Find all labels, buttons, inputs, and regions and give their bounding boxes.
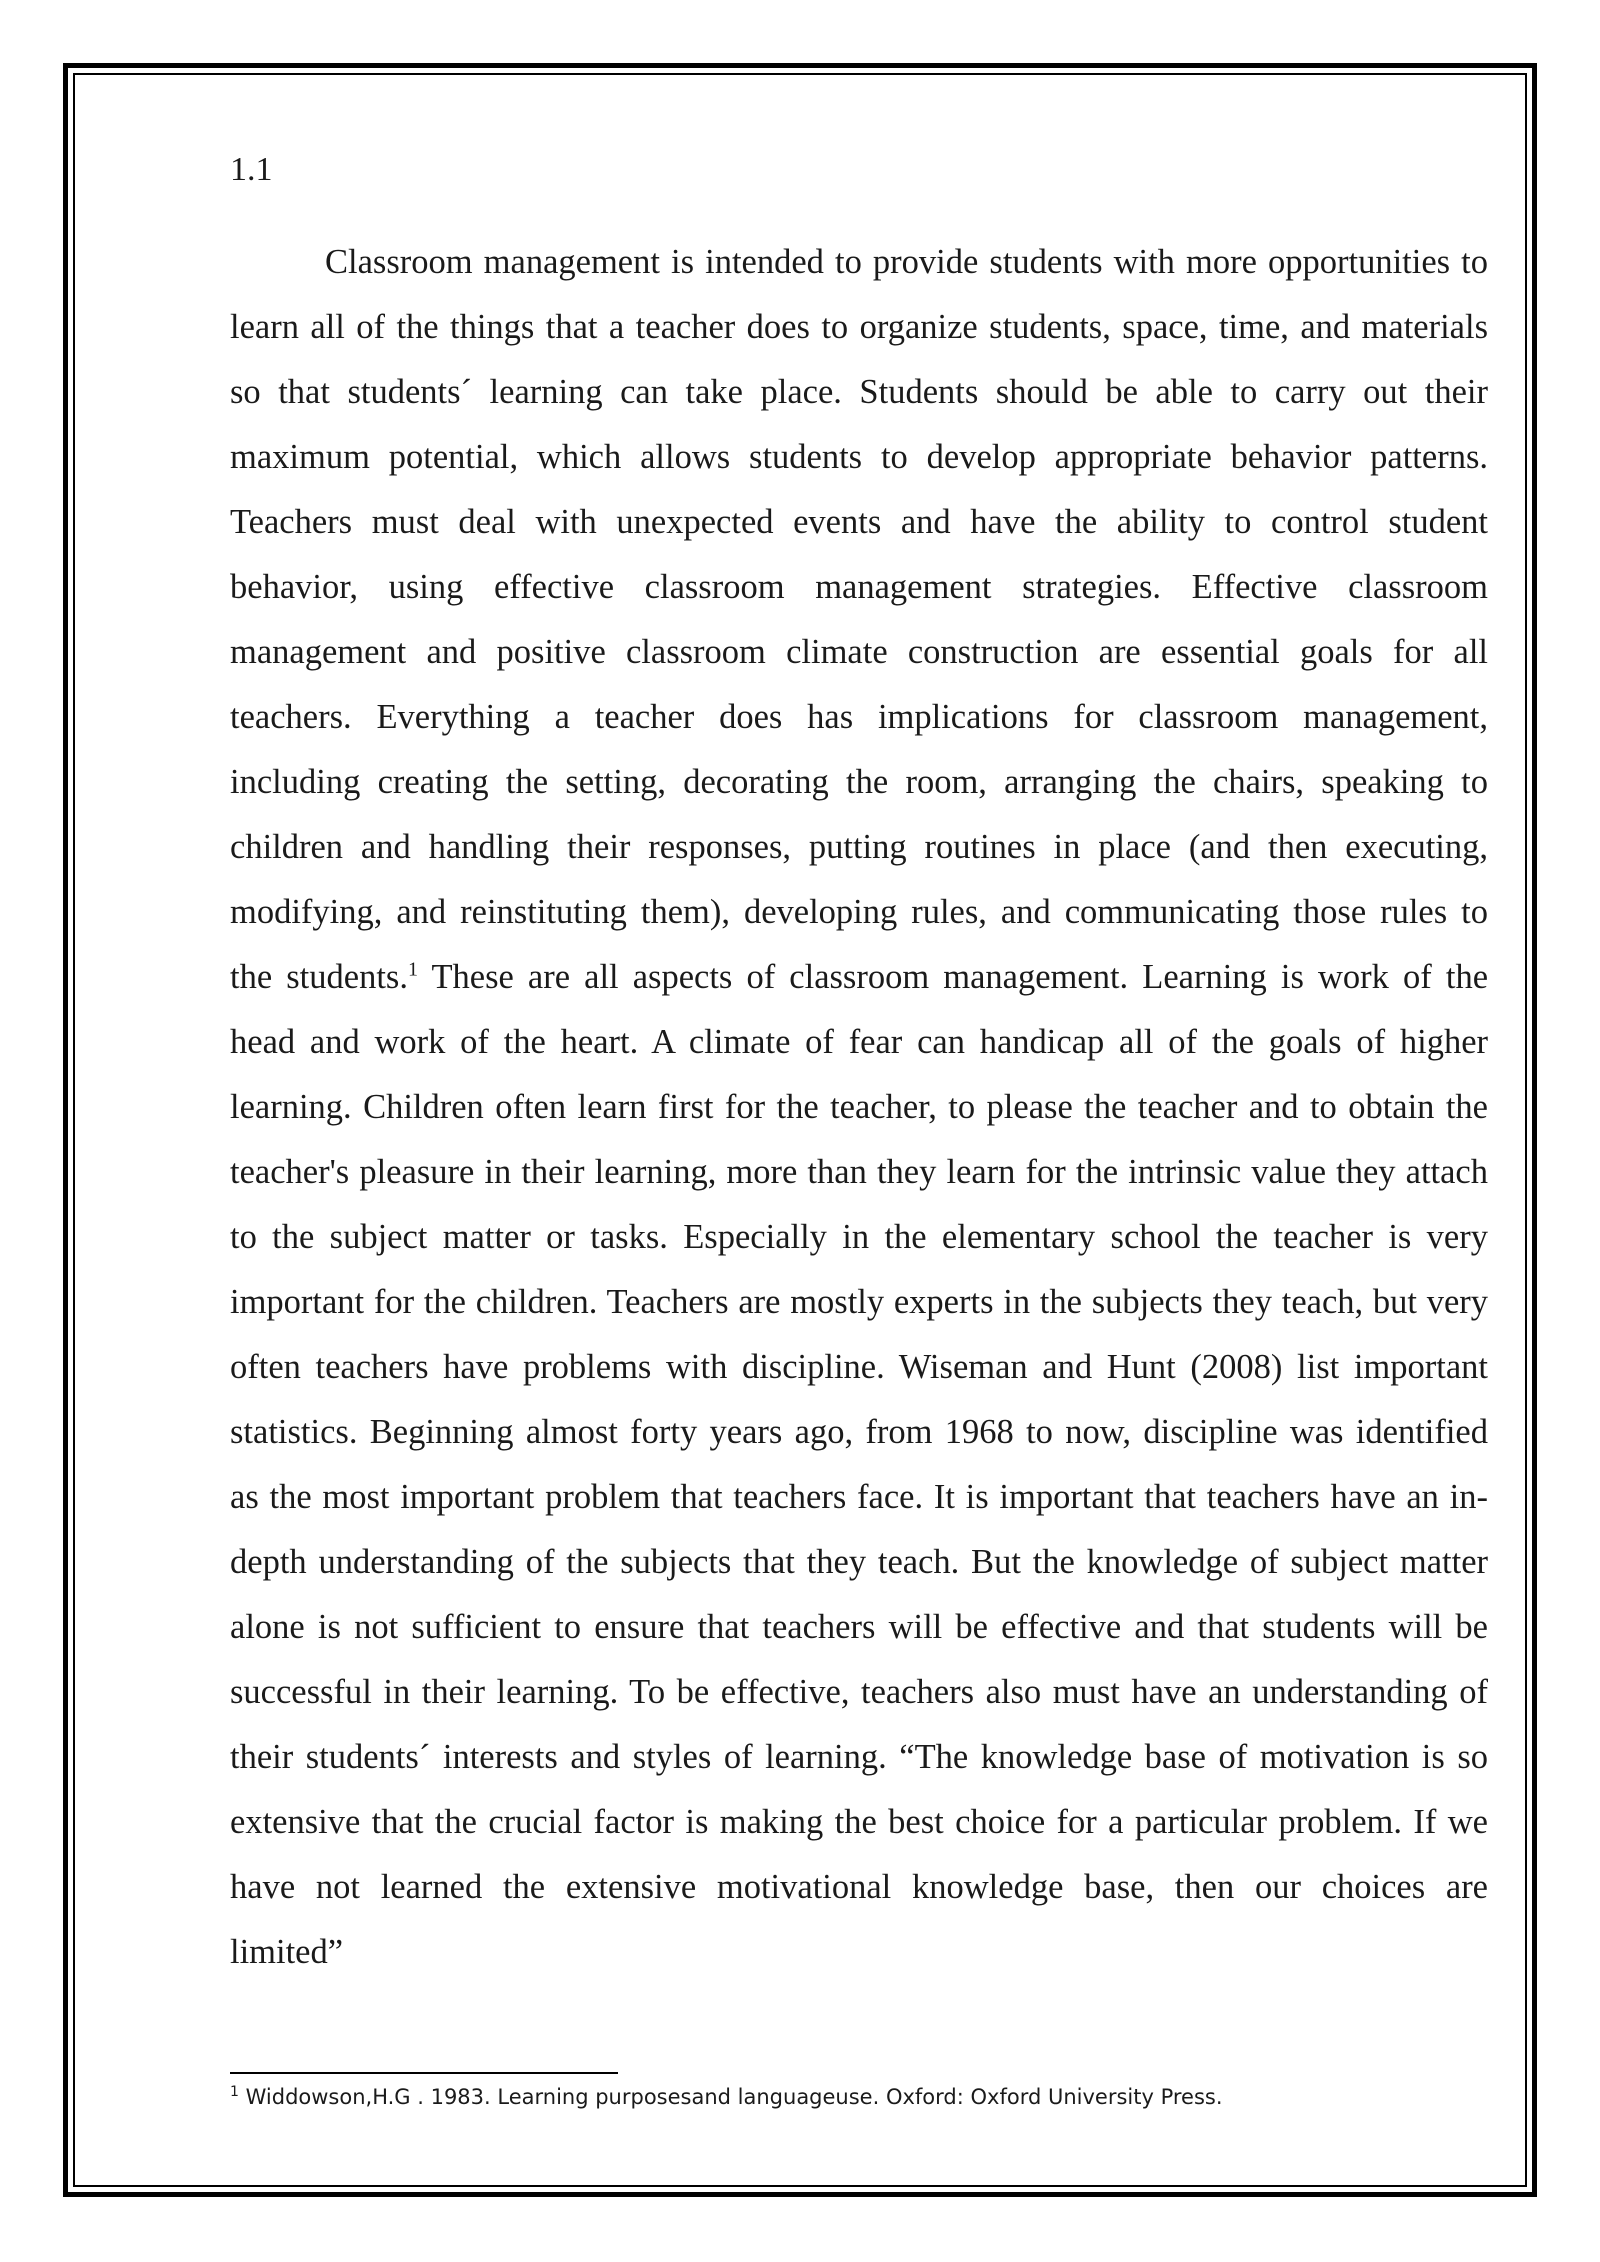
paragraph-text-part2: These are all aspects of classroom management. Learning is work of the head and work of the heart. A climate of fear can handicap all of the goals of higher learning. Children often learn first for the teacher, to please the teacher and to obtain the teacher's pleasure in their learning, more than they learn for the intrinsic value they attach to the subject matter or tasks. Especially in the elementary school the teacher is very important for the children. Teachers are mostly experts in the subjects they teach, but very often teachers have problems with discipline. Wiseman and Hunt (2008) list important statistics. Beginning almost forty years ago, from 1968 to now, discipline was identified as the most important problem that teachers face. It is important that teachers have an in-depth understanding of the subjects that they teach. But the knowledge of subject matter alone is not sufficient to ensure that teachers will be effective and that students will be successful in their learning. To be effective, teachers also must have an understanding of their students´ interests and styles of learning. “The knowledge base of motivation is so extensive that the crucial factor is making the best choice for a particular problem. If we have not learned the extensive motivational knowledge base, then our choices are limited” <box>230 958 1489 1971</box>
body-paragraph <box>230 230 1488 1985</box>
paragraph-text-part1: Classroom management is intended to provide students with more opportunities to learn all of the things that a teacher does to organize students, space, time, and materials so that students´ learning can take place. Students should be able to carry out their maximum potential, which allows students to develop appropriate behavior patterns. Teachers must deal with unexpected events and have the ability to control student behavior, using effective classroom management strategies. Effective classroom management and positive classroom climate construction are essential goals for all teachers. Everything a teacher does has implications for classroom management, including creating the setting, decorating the room, arranging the chairs, speaking to children and handling their responses, putting routines in place (and then executing, modifying, and reinstituting them), developing rules, and communicating those rules to the students. <box>230 243 1488 996</box>
footnote-marker: 1 <box>230 2084 239 2100</box>
section-number: 1.1 <box>230 151 273 188</box>
footnote-reference[interactable]: 1 <box>407 958 418 981</box>
footnote-separator <box>230 2072 618 2074</box>
page-content <box>230 150 1488 1985</box>
footnote <box>230 2082 1488 2112</box>
footnote-text: Widdowson,H.G . 1983. Learning purposesand languageuse. Oxford: Oxford University Press. <box>238 2085 1223 2109</box>
